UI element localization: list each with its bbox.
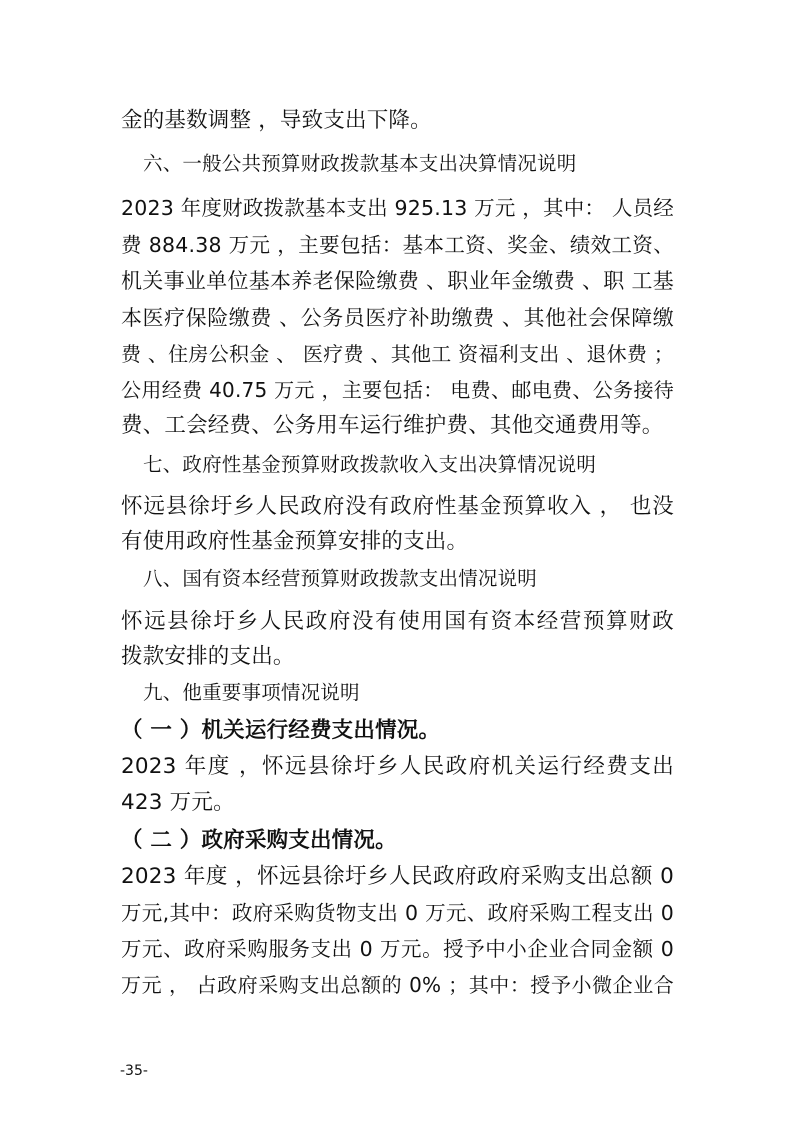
body-line: 2023 年度财政拨款基本支出 925.13 万元 ，其中： 人员经: [121, 196, 674, 220]
body-line: 拨款安排的支出。: [121, 644, 295, 669]
body-line: 机关事业单位基本养老保险缴费 、职业年金缴费 、职 工基: [121, 269, 674, 293]
body-line: 423 万元。: [121, 790, 235, 815]
section-heading: 八、国有资本经营预算财政拨款支出情况说明: [143, 567, 538, 590]
section-heading: 七、政府性基金预算财政拨款收入支出决算情况说明: [143, 453, 597, 476]
body-line: 费 884.38 万元 ，主要包括：基本工资、奖金、绩效工资、: [121, 233, 674, 257]
subsection-heading: （ 二 ）政府采购支出情况。: [121, 828, 397, 853]
section-heading: 九、他重要事项情况说明: [143, 681, 360, 704]
body-line: 怀远县徐圩乡人民政府没有使用国有资本经营预算财政: [121, 609, 674, 634]
body-line: 万元 ， 占政府采购支出总额的 0% ；其中：授予小微企业合: [121, 973, 674, 997]
body-line: 万元,其中：政府采购货物支出 0 万元、政府采购工程支出 0: [121, 901, 674, 925]
page-number: -35-: [120, 1063, 148, 1079]
body-line: 2023 年度 ，怀远县徐圩乡人民政府机关运行经费支出: [121, 754, 674, 779]
body-line: 费、工会经费、公务用车运行维护费、其他交通费用等。: [121, 413, 664, 438]
section-heading: 六、一般公共预算财政拨款基本支出决算情况说明: [143, 152, 577, 175]
body-line: 公用经费 40.75 万元 ，主要包括： 电费、邮电费、公务接待: [121, 378, 674, 402]
body-line: 本医疗保险缴费 、公务员医疗补助缴费 、其他社会保障缴: [121, 306, 674, 330]
body-line: 有使用政府性基金预算安排的支出。: [121, 529, 469, 554]
subsection-heading: （ 一 ）机关运行经费支出情况。: [121, 718, 441, 743]
body-line: 怀远县徐圩乡人民政府没有政府性基金预算收入 ， 也没: [121, 494, 674, 519]
body-line: 2023 年度 ，怀远县徐圩乡人民政府政府采购支出总额 0: [121, 864, 674, 889]
body-line: 金的基数调整 ，导致支出下降。: [121, 108, 432, 133]
body-line: 费 、住房公积金 、 医疗费 、其他工 资福利支出 、退休费 ；: [121, 342, 674, 366]
body-line: 万元、政府采购服务支出 0 万元。授予中小企业合同金额 0: [121, 937, 674, 961]
